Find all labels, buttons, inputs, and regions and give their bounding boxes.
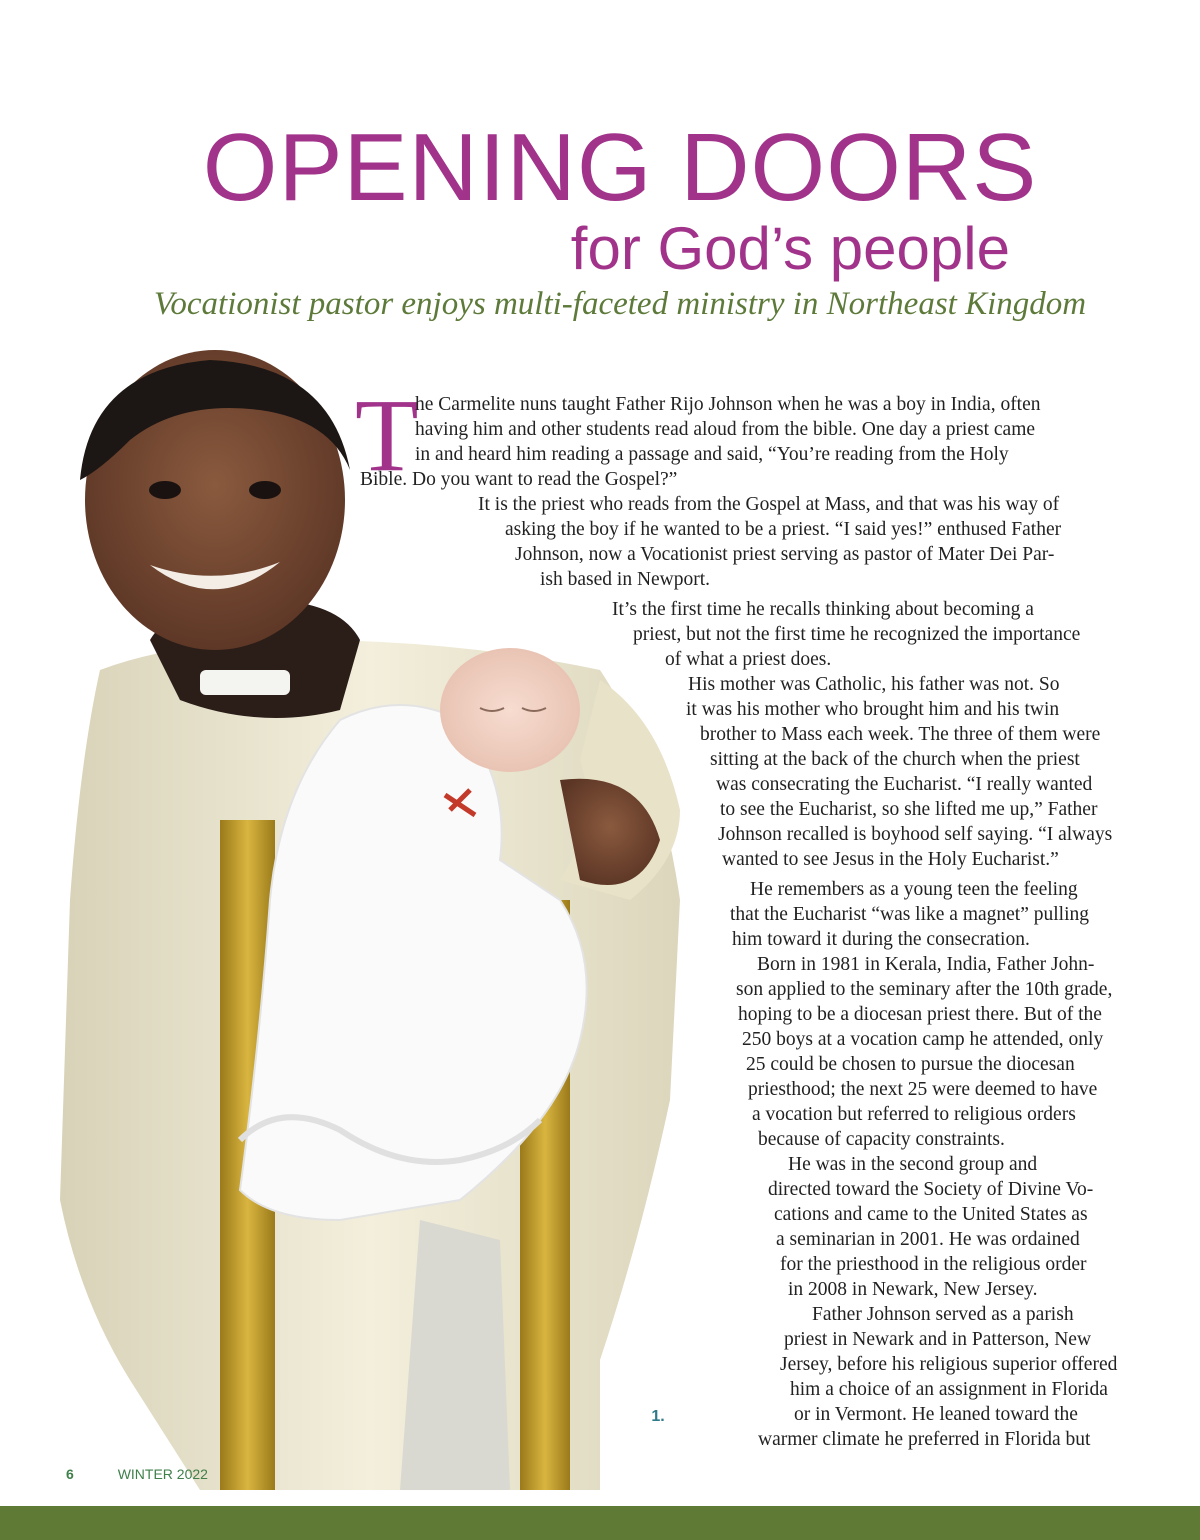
article-line: him a choice of an assignment in Florida [790,1379,1108,1400]
article-line: Father Johnson served as a parish [812,1304,1074,1325]
article-line: cations and came to the United States as [774,1204,1088,1225]
page-number: 6 [66,1466,74,1482]
article-line: directed toward the Society of Divine Vo- [768,1179,1094,1200]
article-line: warmer climate he preferred in Florida but [758,1429,1091,1450]
footer-band [0,1506,1200,1540]
article-line: ish based in Newport. [540,569,711,590]
article-line: It’s the first time he recalls thinking about becoming a [612,599,1034,620]
article-line: in and heard him reading a passage and said, “You’re reading from the Holy [415,444,1009,465]
article-line: Born in 1981 in Kerala, India, Father John- [757,954,1095,975]
issue-label: WINTER 2022 [117,1466,208,1482]
article-line: 25 could be chosen to pursue the diocesan [746,1054,1075,1075]
article-line: brother to Mass each week. The three of them were [700,724,1101,745]
article-line: or in Vermont. He leaned toward the [794,1404,1078,1425]
article-line: having him and other students read aloud from the bible. One day a priest came [415,419,1036,440]
article-line: priesthood; the next 25 were deemed to have [748,1079,1098,1100]
article-line: a seminarian in 2001. He was ordained [776,1229,1080,1250]
article-line: priest in Newark and in Patterson, New [784,1329,1092,1350]
article-line: Johnson recalled is boyhood self saying. “I always [718,824,1113,845]
article-line: of what a priest does. [665,649,832,670]
article-line: son applied to the seminary after the 10th grade, [736,979,1113,1000]
article-line: was consecrating the Eucharist. “I really wanted [716,774,1093,795]
article-line: priest, but not the first time he recognized the importance [633,624,1081,645]
article-line: asking the boy if he wanted to be a priest. “I said yes!” enthused Father [505,519,1062,540]
article-line: Johnson, now a Vocationist priest serving as pastor of Mater Dei Par- [515,544,1055,565]
article-line: for the priesthood in the religious order [780,1254,1087,1275]
article-line: he Carmelite nuns taught Father Rijo Johnson when he was a boy in India, often [415,394,1041,415]
article-line: in 2008 in Newark, New Jersey. [788,1279,1038,1300]
article-line: 250 boys at a vocation camp he attended, only [742,1029,1104,1050]
article-line: Jersey, before his religious superior offered [780,1354,1118,1375]
article-line: it was his mother who brought him and his twin [686,699,1060,720]
dropcap: T [355,378,419,493]
article-line: that the Eucharist “was like a magnet” pulling [730,904,1090,925]
article-line: sitting at the back of the church when the priest [710,749,1080,770]
headline: OPENING DOORS [202,114,1038,221]
article-line: to see the Eucharist, so she lifted me up,” Father [720,799,1098,820]
article-line: wanted to see Jesus in the Holy Eucharist.” [722,849,1059,870]
article-line: It is the priest who reads from the Gospel at Mass, and that was his way of [478,494,1060,515]
article-line: His mother was Catholic, his father was not. So [688,674,1060,695]
article-line: him toward it during the consecration. [732,929,1030,950]
article-line: a vocation but referred to religious orders [752,1104,1076,1125]
article-line: hoping to be a diocesan priest there. But of the [738,1004,1102,1025]
headline-subtitle: for God’s people [570,215,1010,282]
photo-caption-number: 1. [640,1400,676,1434]
folio [66,1466,208,1482]
article-line: because of capacity constraints. [758,1129,1005,1150]
article-line: He remembers as a young teen the feeling [750,879,1078,900]
article-line: He was in the second group and [788,1154,1038,1175]
deck: Vocationist pastor enjoys multi-faceted ministry in Northeast Kingdom [153,286,1087,322]
article-line: Bible. Do you want to read the Gospel?” [360,469,678,490]
